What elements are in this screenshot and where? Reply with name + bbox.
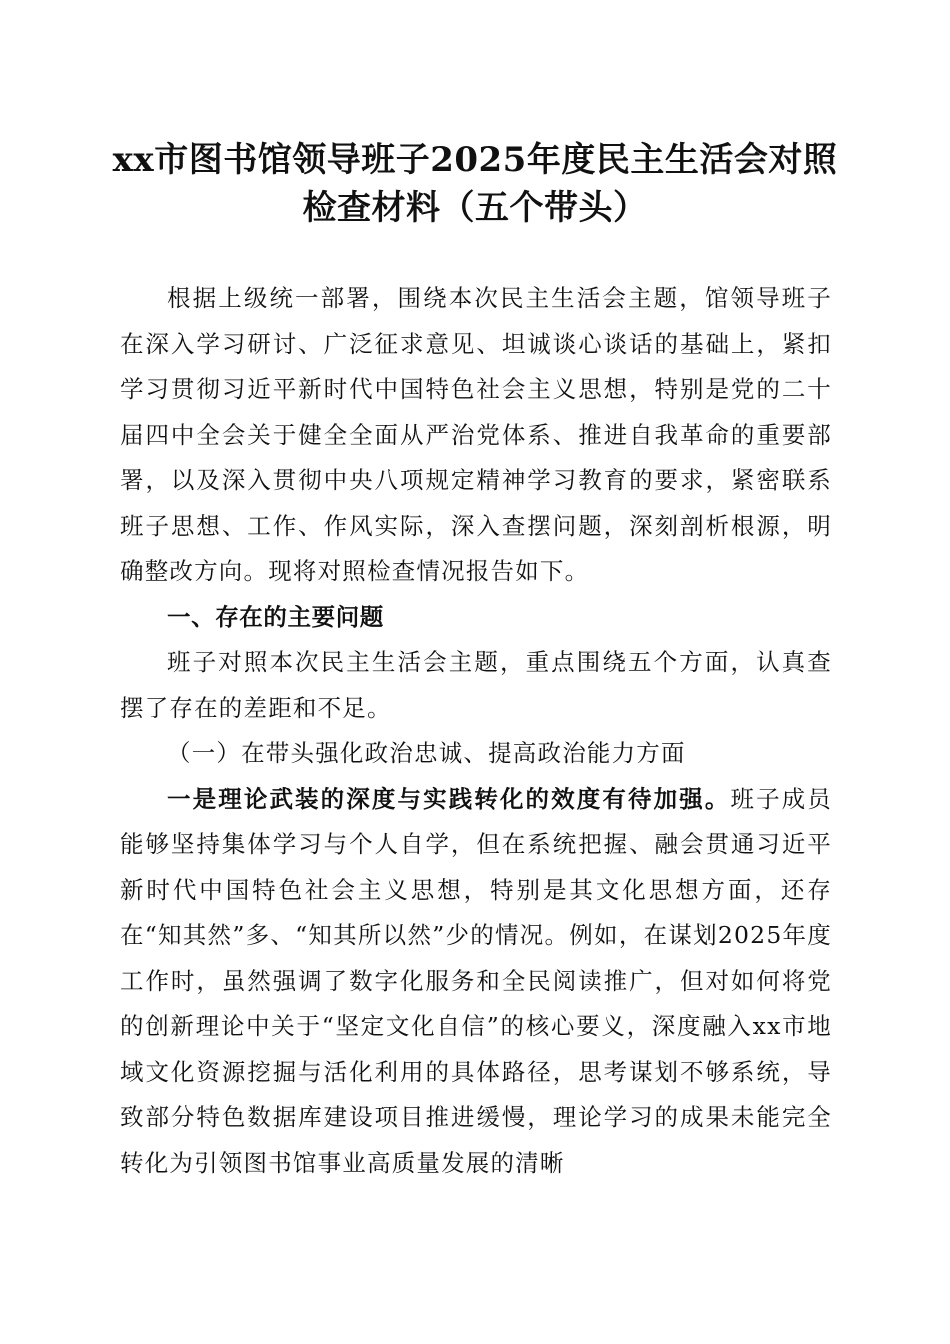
subsection-heading-political-loyalty: （一）在带头强化政治忠诚、提高政治能力方面 [167,739,686,767]
document-body [120,276,832,1186]
intro-paragraph: 根据上级统一部署，围绕本次民主生活会主题，馆领导班子在深入学习研讨、广泛征求意见、坦诚谈心谈话的基础上，紧扣学习贯彻习近平新时代中国特色社会主义思想，特别是党的二十届四中全会关于健全全面从严治党体系、推进自我革命的重要部署，以及深入贯彻中央八项规定精神学习教育的要求，紧密联系班子思想、工作、作风实际，深入查摆问题，深刻剖析根源，明确整改方向。现将对照检查情况报告如下。 [120,284,832,585]
document-title: xx市图书馆领导班子2025年度民主生活会对照检查材料（五个带头） [112,140,838,228]
point-1-body: 班子成员能够坚持集体学习与个人自学，但在系统把握、融会贯通习近平新时代中国特色社会主义思想，特别是其文化思想方面，还存在“知其然”多、“知其所以然”少的情况。例如，在谋划2025年度工作时，虽然强调了数字化服务和全民阅读推广，但对如何将党的创新理论中关于“坚定文化自信”的核心要义，深度融入xx市地域文化资源挖掘与活化利用的具体路径，思考谋划不够系统，导致部分特色数据库建设项目推进缓慢，理论学习的成果未能完全转化为引领图书馆事业高质量发展的清晰 [120,784,832,1177]
section-intro-paragraph: 班子对照本次民主生活会主题，重点围绕五个方面，认真查摆了存在的差距和不足。 [120,648,832,722]
point-1-lead: 一是理论武装的深度与实践转化的效度有待加强。 [167,784,731,813]
section-heading-problems: 一、存在的主要问题 [167,602,384,631]
point-1-paragraph [120,777,832,1187]
